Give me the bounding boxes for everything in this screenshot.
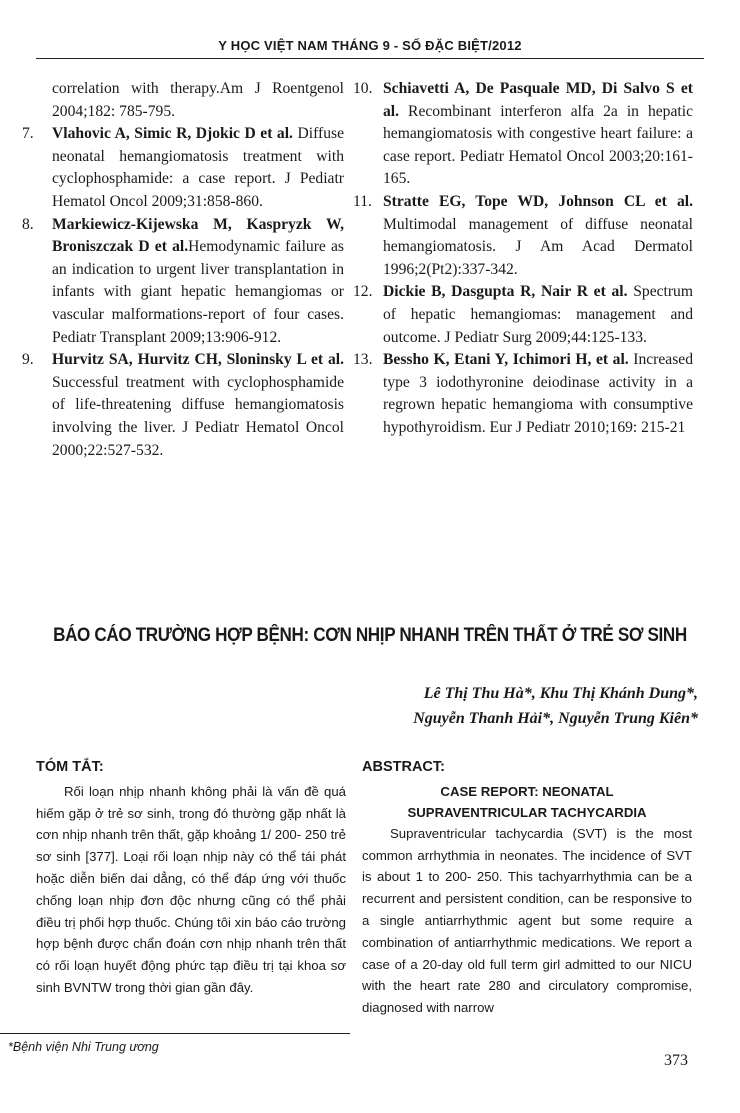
abstract-english: [362, 757, 692, 1019]
reference-number: 7.: [22, 125, 34, 143]
reference-authors: Vlahovic A, Simic R, Djokic D et al.: [52, 125, 293, 143]
reference-text: Successful treatment with cyclophosphamide of life-threatening diffuse hemangiomatosis involving the liver. J Pediatr Hematol Oncol 2000;22:527-532.: [52, 373, 344, 459]
reference-13: [353, 349, 693, 439]
reference-authors: Bessho K, Etani Y, Ichimori H, et al.: [383, 351, 629, 369]
reference-authors: Stratte EG, Tope WD, Johnson CL et al.: [383, 192, 693, 210]
running-header: Y HỌC VIỆT NAM THÁNG 9 - SỐ ĐẶC BIỆT/2012: [218, 38, 522, 53]
header-rule: [36, 58, 704, 59]
reference-number: 10.: [353, 80, 373, 97]
references-right-column: [353, 78, 693, 440]
article-title: BÁO CÁO TRƯỜNG HỢP BỆNH: CƠN NHỊP NHANH TRÊN THẤT Ở TRẺ SƠ SINH: [53, 625, 687, 646]
reference-authors: Dickie B, Dasgupta R, Nair R et al.: [383, 283, 628, 301]
article-authors: [413, 681, 698, 731]
reference-number: 11.: [353, 192, 372, 210]
reference-8: [22, 214, 344, 350]
reference-number: 12.: [353, 283, 373, 301]
abstract-vi-text: Rối loạn nhịp nhanh không phải là vấn đề quá hiếm gặp ở trẻ sơ sinh, trong đó thường gặp nhất là cơn nhịp nhanh trên thất, gặp khoảng 1/ 200- 250 trẻ sơ sinh [377]. Loại rối loạn nhịp này có thể tái phát hoặc diễn biến dai dẳng, có thể đáp ứng với thuốc chống loạn nhịp đơn độc nhưng cũng có thể phải điều trị phối hợp thuốc. Chúng tôi xin báo cáo trường hợp bệnh được chẩn đoán cơn nhịp nhanh trên thất có rối loạn huyết động phức tạp điều trị tại khoa sơ sinh BVNTW trong thời gian gần đây.: [36, 783, 346, 995]
references-left-column: [22, 78, 344, 462]
abstract-en-text: Supraventricular tachycardia (SVT) is the most common arrhythmia in neonates. The incidence of SVT is about 1 to 200- 250. This tachyarrhythmia can be a recurrent and persistent condition, can be responsive to a single antiarrhythmic agent but some require a combination of antiarrhythmic medications. We report a case of a 20-day old full term girl admitted to our NICU with the heart rate 280 and circulatory compromise, diagnosed with narrow: [362, 825, 692, 1016]
abstract-vietnamese: [36, 757, 346, 999]
reference-number: 13.: [353, 351, 373, 369]
reference-10: [353, 78, 693, 191]
reference-12: [353, 281, 693, 349]
authors-line-2: Nguyễn Thanh Hải*, Nguyễn Trung Kiên*: [413, 710, 698, 727]
reference-text: Hemodynamic failure as an indication to urgent liver transplantation in infants with giant hepatic hemangiomas or vascular malformations-report of four cases. Pediatr Transplant 2009;13:906-912.: [52, 238, 344, 346]
abstract-en-heading: ABSTRACT:: [362, 759, 445, 775]
reference-authors: Hurvitz SA, Hurvitz CH, Sloninsky L et al.: [52, 351, 344, 369]
reference-authors: Schiavetti A, De Pasquale MD, Di Salvo S et al.: [383, 80, 693, 120]
abstract-en-subtitle-1: CASE REPORT: NEONATAL: [440, 783, 614, 799]
reference-number: 9.: [22, 351, 34, 369]
abstract-en-subtitle-2: SUPRAVENTRICULAR TACHYCARDIA: [407, 804, 647, 820]
reference-continuation: [22, 78, 344, 123]
reference-number: 8.: [22, 215, 34, 233]
reference-text: Spectrum of hepatic hemangiomas: management and outcome. J Pediatr Surg 2009;44:125-133.: [383, 283, 693, 346]
reference-text: correlation with therapy.Am J Roentgenol 2004;182: 785-795.: [52, 80, 344, 120]
abstract-vi-heading: TÓM TẮT:: [36, 759, 104, 775]
reference-11: [353, 191, 693, 281]
footnote-rule: [0, 1033, 350, 1034]
authors-line-1: Lê Thị Thu Hà*, Khu Thị Khánh Dung*,: [423, 685, 698, 702]
reference-text: Multimodal management of diffuse neonatal hemangiomatosis. J Am Acad Dermatol 1996;2(Pt2):337-342.: [383, 215, 693, 278]
footnote: *Bệnh viện Nhi Trung ương: [8, 1040, 159, 1054]
reference-text: Recombinant interferon alfa 2a in hepatic hemangiomatosis with congestive heart failure: a case report. Pediatr Hematol Oncol 2003;20:161-165.: [383, 102, 693, 188]
page-number: 373: [664, 1052, 688, 1069]
reference-9: [22, 349, 344, 462]
reference-7: [22, 123, 344, 213]
reference-text: Increased type 3 iodothyronine deiodinase activity in a regrown hepatic hemangioma with consumptive hypothyroidism. Eur J Pediatr 2010;169: 215-21: [383, 351, 693, 436]
reference-text: Diffuse neonatal hemangiomatosis treatment with cyclophosphamide: a case report. J Pediatr Hematol Oncol 2009;31:858-860.: [52, 125, 344, 210]
reference-authors: Markiewicz-Kijewska M, Kaspryzk W, Broniszczak D et al.: [52, 215, 344, 256]
